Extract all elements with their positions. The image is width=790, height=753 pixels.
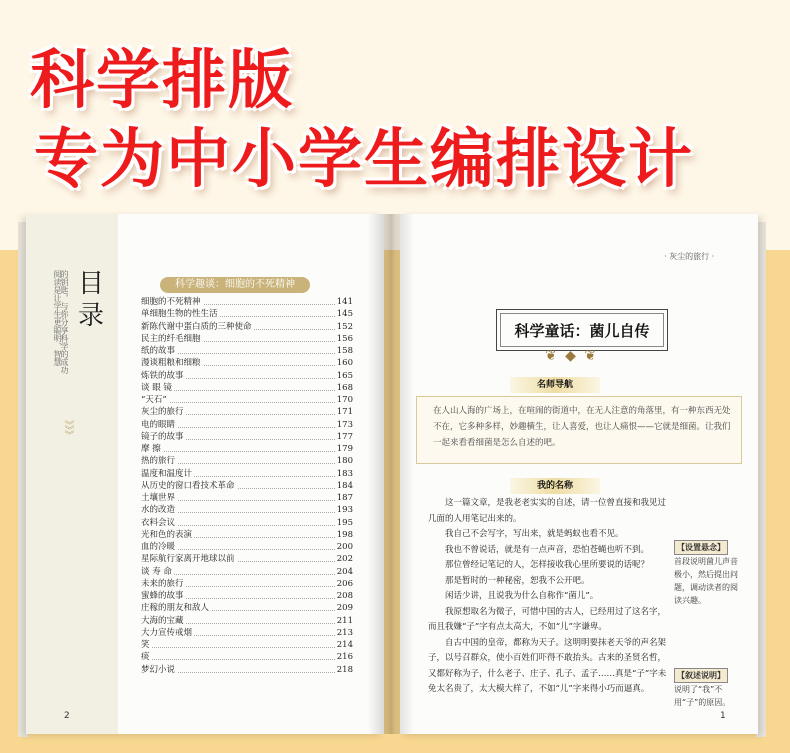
toc-item-page: 152 [336, 321, 353, 332]
toc-item-title: 纸的故事 [141, 346, 176, 356]
toc-item [141, 529, 353, 541]
toc-list [141, 296, 353, 676]
toc-item [141, 419, 353, 431]
toc-item-title: 炼铁的故事 [141, 370, 184, 381]
body-paragraph: 闲话少讲，且说我为什么自称作“菌儿”。 [445, 591, 599, 601]
toc-item-page: 209 [336, 603, 353, 614]
open-book [0, 214, 790, 753]
toc-item-title: 梦幻小说 [141, 664, 176, 675]
toc-item-title: 谈 寿 命 [141, 566, 172, 577]
toc-item-title: 笑 [141, 640, 150, 650]
body-paragraph: 那是暂时的一种秘密，恕我不公开吧。 [445, 575, 590, 586]
guide-box [416, 396, 742, 464]
toc-item-title: 新陈代谢中蛋白质的三种使命 [141, 321, 252, 332]
toc-item [141, 639, 353, 651]
toc-item-title: 未来的旅行 [141, 578, 184, 589]
sidebar-note-2 [674, 668, 744, 709]
toc-item [141, 627, 353, 639]
toc-item-title: 漫谈粗粮和细粮 [141, 358, 201, 369]
toc-leader-dots [141, 402, 335, 403]
toc-item [141, 517, 353, 529]
toc-item-page: 214 [336, 640, 353, 650]
toc-item-page: 177 [336, 431, 353, 442]
side-vertical-text-2: 的钥匙，与你分享科学的成功 [60, 270, 69, 374]
body-paragraph: 我也不曾说话，就是有一点声音，恐怕苍蝇也听不到。 [445, 544, 650, 555]
headline-line-1: 科学排版 [30, 44, 294, 118]
toc-item-title: “天石” [141, 395, 167, 405]
sidebar-note-2-text: 说明了“我”不用“子”的原因。 [674, 685, 731, 707]
toc-item-title: 痰 [141, 652, 150, 663]
guide-text: 在人山人海的广场上，在喧闹的街道中，在无人注意的角落里，有一种东西无处不在，它多种多样，妙趣横生，让人喜爱，也让人痛恨——它就是细菌。让我们一起来看看细菌是怎么自述的吧。 [433, 406, 731, 448]
toc-item-title: 光和色的表演 [141, 529, 193, 540]
chapter-title: 科学童话：菌儿自传 [500, 313, 664, 347]
toc-item-page: 165 [336, 370, 353, 381]
chapter-body-text [428, 496, 668, 698]
toc-item-title: 星际航行家离开地球以前 [141, 554, 235, 565]
toc-title [78, 270, 104, 334]
section-title-banner: 我的名称 [510, 478, 600, 494]
toc-item-title: 摩 擦 [141, 444, 161, 454]
toc-item-page: 218 [336, 664, 353, 675]
toc-item-page: 173 [336, 419, 353, 430]
toc-item [141, 566, 353, 578]
toc-item-page: 206 [336, 578, 353, 589]
toc-item-page: 141 [336, 297, 353, 307]
toc-item-page: 202 [336, 554, 353, 565]
sidebar-note-1-text: 首段说明菌儿声音极小，然后提出问题，调动读者的阅读兴趣。 [674, 557, 738, 605]
toc-item-title: 电的眼睛 [141, 419, 176, 430]
toc-item-page: 213 [336, 627, 353, 638]
toc-section-banner: 科学趣谈：细胞的不死精神 [160, 277, 310, 293]
body-paragraph: 我自己不会写字，写出来，就是蚂蚁也看不见。 [445, 529, 624, 539]
toc-item [141, 468, 353, 480]
toc-item [141, 455, 353, 467]
toc-item-page: 200 [336, 542, 353, 552]
toc-item-page: 158 [336, 346, 353, 356]
sidebar-note-2-tag: 【叙述说明】 [674, 668, 728, 683]
body-paragraph: 这一篇文章，是我老老实实的自述，请一位曾直接和我见过几面的人用笔记出来的。 [428, 498, 667, 524]
toc-item-page: 211 [336, 615, 353, 626]
toc-item-page: 145 [336, 309, 353, 320]
guide-section-banner: 名师导航 [510, 377, 600, 393]
toc-item-page: 204 [336, 566, 353, 577]
toc-item-title: 单细胞生物的性生活 [141, 309, 218, 320]
body-paragraph: 我原想取名为微子，可惜中国的古人，已经用过了这名字，而且我嫌“子”字有点太高大，不如“儿”字谦卑。 [428, 606, 667, 632]
toc-item-page: 193 [336, 505, 353, 516]
toc-item [141, 504, 353, 516]
toc-item [141, 308, 353, 320]
headline-line-2: 专为中小学生编排设计 [34, 123, 694, 197]
toc-item [141, 382, 353, 394]
toc-item [141, 394, 353, 406]
sidebar-note-1 [674, 540, 744, 607]
toc-item-page: 216 [336, 652, 353, 663]
toc-item-page: 170 [336, 395, 353, 405]
toc-item [141, 541, 353, 553]
chevron-decoration: 》》》 [62, 420, 73, 440]
toc-item-page: 208 [336, 591, 353, 601]
toc-item-page: 156 [336, 333, 353, 344]
toc-item [141, 615, 353, 627]
toc-item-page: 180 [336, 456, 353, 467]
toc-item [141, 492, 353, 504]
toc-item-title: 大力宣传戒烟 [141, 627, 193, 638]
toc-item-title: 温度和温度计 [141, 468, 193, 479]
toc-item [141, 333, 353, 345]
toc-item [141, 553, 353, 565]
toc-item-title: 衣料会议 [141, 517, 176, 528]
toc-item-page: 187 [336, 493, 353, 503]
toc-item-page: 184 [336, 480, 353, 491]
toc-item-title: 热的旅行 [141, 456, 176, 467]
toc-item-title: 灰尘的旅行 [141, 407, 184, 418]
toc-item-title: 大海的宝藏 [141, 615, 184, 626]
toc-item-title: 谈 眼 镜 [141, 382, 172, 393]
toc-item [141, 370, 353, 382]
toc-item-title: 庄稼的朋友和敌人 [141, 603, 210, 614]
side-vertical-text-1: 阅读是让学生更聪明、智慧 [53, 270, 62, 366]
toc-item-page: 160 [336, 358, 353, 369]
toc-item [141, 345, 353, 357]
toc-item [141, 602, 353, 614]
toc-item-page: 171 [336, 407, 353, 418]
toc-item-title: 民主的纤毛细胞 [141, 333, 201, 344]
toc-leader-dots [141, 659, 335, 660]
toc-item-page: 195 [336, 517, 353, 528]
toc-item [141, 406, 353, 418]
ornament-flourish: ❦ ◆ ❦ [545, 348, 599, 364]
toc-item-page: 198 [336, 529, 353, 540]
toc-item-title: 土壤世界 [141, 493, 176, 503]
toc-item-page: 179 [336, 444, 353, 454]
toc-item [141, 590, 353, 602]
page-number-left: 2 [64, 711, 70, 721]
toc-item [141, 357, 353, 369]
running-head: · 灰尘的旅行 · [664, 252, 715, 261]
sidebar-note-1-tag: 【设置悬念】 [674, 540, 728, 555]
body-paragraph: 那位曾经记笔记的人，怎样接收我心里所要说的话呢？ [445, 560, 650, 570]
toc-leader-dots [141, 451, 335, 452]
toc-item [141, 664, 353, 676]
toc-item [141, 578, 353, 590]
toc-title-char-1: 目 [78, 269, 105, 299]
toc-item-title: 血的冷暖 [141, 542, 176, 552]
toc-item-title: 蜜蜂的故事 [141, 591, 184, 601]
book-gutter-shadow [368, 214, 414, 734]
toc-item-title: 从历史的窗口看技术革命 [141, 480, 235, 491]
toc-item [141, 480, 353, 492]
toc-item [141, 321, 353, 333]
toc-item [141, 431, 353, 443]
toc-title-char-2: 录 [78, 301, 105, 331]
toc-item-title: 镜子的故事 [141, 431, 184, 442]
toc-item [141, 443, 353, 455]
toc-item-title: 细胞的不死精神 [141, 297, 201, 307]
toc-item-page: 183 [336, 468, 353, 479]
body-paragraph: 自古中国的皇帝，都称为天子。这明明要抹老天爷的声名架子，以号召群众，使小百姓们吓得不敢抬头。古来的圣贤名哲，又都好称为子，什么老子、庄子、孔子、孟子……真是“子”字未免太名贵了，太大模大样了，不如“儿”字来得小巧而逼真。 [428, 637, 667, 694]
left-page-side-band [26, 214, 118, 734]
toc-item-title: 水的改造 [141, 505, 176, 516]
page-number-right: 1 [720, 711, 726, 721]
toc-leader-dots [141, 647, 335, 648]
chapter-title-box [496, 309, 668, 351]
toc-item-page: 168 [336, 382, 353, 393]
toc-item [141, 651, 353, 663]
toc-item [141, 296, 353, 308]
